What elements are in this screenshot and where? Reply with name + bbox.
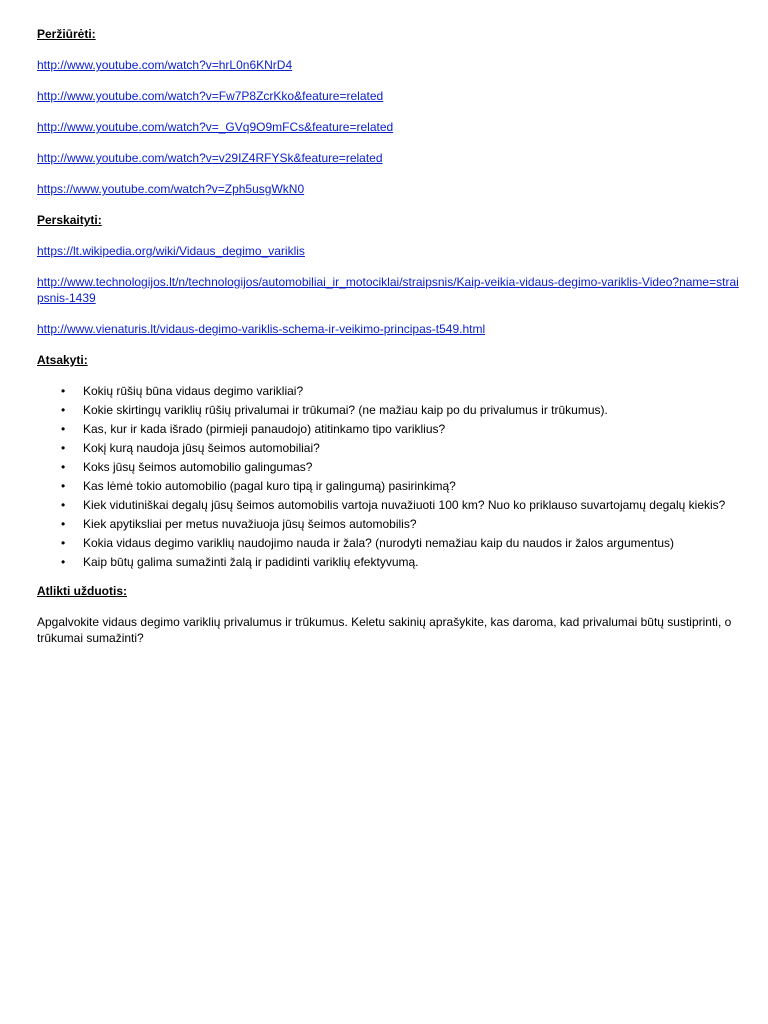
list-item xyxy=(37,554,742,570)
bullet-icon: • xyxy=(61,422,66,436)
bullet-icon: • xyxy=(61,498,66,512)
read-link-3 xyxy=(37,321,742,337)
list-item xyxy=(37,440,742,456)
view-heading: Peržiūrėti: xyxy=(37,27,96,41)
question-list xyxy=(37,383,742,570)
bullet-icon: • xyxy=(61,479,66,493)
youtube-link[interactable]: https://www.youtube.com/watch?v=Zph5usgWkN0 xyxy=(37,182,305,196)
list-item xyxy=(37,421,742,437)
answer-heading: Atsakyti: xyxy=(37,353,88,367)
bullet-icon: • xyxy=(61,441,66,455)
question-text: Kokį kurą naudoja jūsų šeimos automobiliai? xyxy=(83,441,320,455)
list-item xyxy=(37,535,742,551)
bullet-icon: • xyxy=(61,517,66,531)
youtube-link[interactable]: http://www.youtube.com/watch?v=hrL0n6KNrD4 xyxy=(37,58,293,72)
wikipedia-link[interactable]: https://lt.wikipedia.org/wiki/Vidaus_degimo_variklis xyxy=(37,244,305,258)
question-text: Kokių rūšių būna vidaus degimo varikliai? xyxy=(83,384,304,398)
view-link-4 xyxy=(37,150,742,166)
view-link-2 xyxy=(37,88,742,104)
question-text: Kiek apytiksliai per metus nuvažiuoja jūsų šeimos automobilis? xyxy=(83,517,417,531)
view-link-1 xyxy=(37,57,742,73)
bullet-icon: • xyxy=(61,384,66,398)
read-link-1 xyxy=(37,243,742,259)
bullet-icon: • xyxy=(61,555,66,569)
task-paragraph: Apgalvokite vidaus degimo variklių privalumus ir trūkumus. Keletu sakinių aprašykite, kas daroma, kad privalumai būtų sustiprinti, o trūkumai sumažinti? xyxy=(37,615,732,645)
question-text: Kiek vidutiniškai degalų jūsų šeimos automobilis vartoja nuvažiuoti 100 km? Nuo ko priklauso suvartojamų degalų kiekis? xyxy=(83,498,726,512)
list-item xyxy=(37,516,742,532)
bullet-icon: • xyxy=(61,403,66,417)
question-text: Kas lėmė tokio automobilio (pagal kuro tipą ir galingumą) pasirinkimą? xyxy=(83,479,456,493)
list-item xyxy=(37,497,742,513)
bullet-icon: • xyxy=(61,536,66,550)
view-link-3 xyxy=(37,119,742,135)
list-item xyxy=(37,459,742,475)
document-page xyxy=(37,26,742,646)
question-text: Kas, kur ir kada išrado (pirmieji panaudojo) atitinkamo tipo variklius? xyxy=(83,422,446,436)
question-text: Kaip būtų galima sumažinti žalą ir padidinti variklių efektyvumą. xyxy=(83,555,419,569)
read-link-2 xyxy=(37,274,742,306)
bullet-icon: • xyxy=(61,460,66,474)
list-item xyxy=(37,478,742,494)
list-item xyxy=(37,402,742,418)
list-item xyxy=(37,383,742,399)
youtube-link[interactable]: http://www.youtube.com/watch?v=Fw7P8ZcrKko&feature=related xyxy=(37,89,384,103)
question-text: Koks jūsų šeimos automobilio galingumas? xyxy=(83,460,313,474)
youtube-link[interactable]: http://www.youtube.com/watch?v=_GVq9O9mFCs&feature=related xyxy=(37,120,394,134)
read-heading: Perskaityti: xyxy=(37,213,102,227)
task-heading: Atlikti užduotis: xyxy=(37,584,127,598)
question-text: Kokie skirtingų variklių rūšių privalumai ir trūkumai? (ne mažiau kaip po du privalumus ir trūkumus). xyxy=(83,403,608,417)
vienaturis-link[interactable]: http://www.vienaturis.lt/vidaus-degimo-variklis-schema-ir-veikimo-principas-t549.html xyxy=(37,322,486,336)
youtube-link[interactable]: http://www.youtube.com/watch?v=v29IZ4RFYSk&feature=related xyxy=(37,151,383,165)
technologijos-link[interactable]: http://www.technologijos.lt/n/technologijos/automobiliai_ir_motociklai/straipsnis/Kaip-veikia-vidaus-degimo-variklis-Video?name=straipsnis-1439 xyxy=(37,275,739,305)
view-link-5 xyxy=(37,181,742,197)
question-text: Kokia vidaus degimo variklių naudojimo nauda ir žala? (nurodyti nemažiau kaip du naudos ir žalos argumentus) xyxy=(83,536,674,550)
